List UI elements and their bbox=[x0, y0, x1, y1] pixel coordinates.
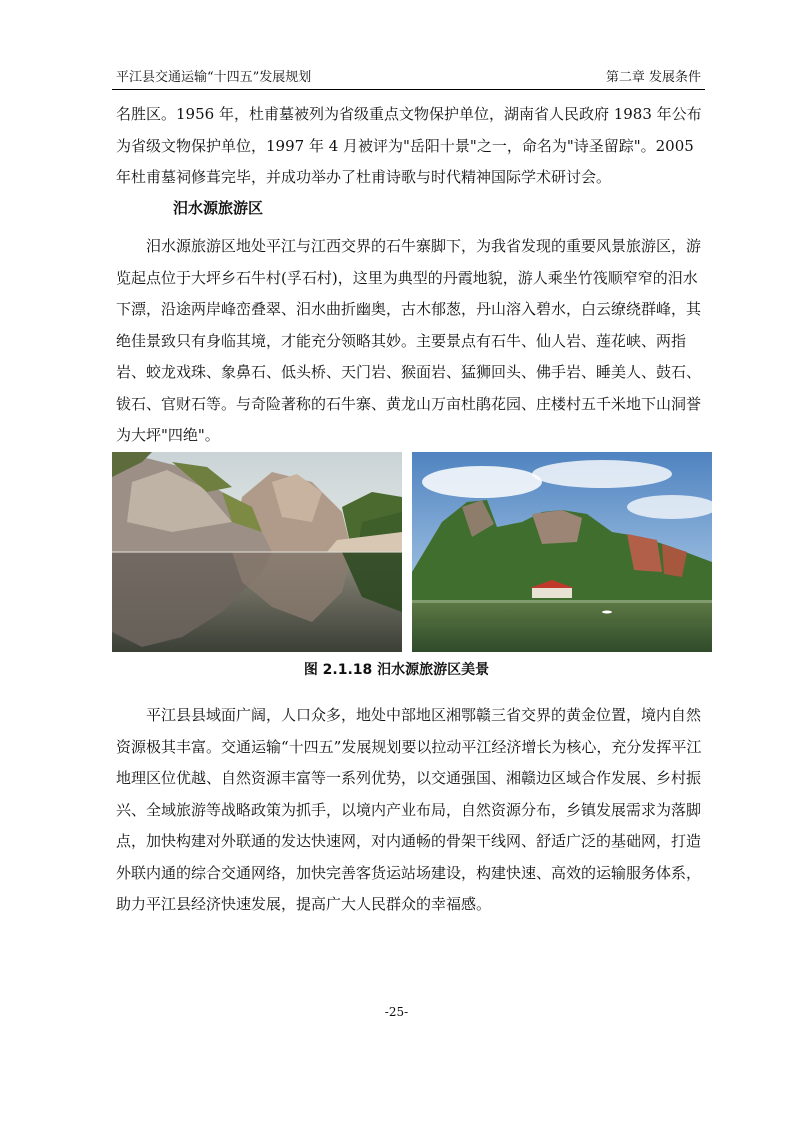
body-paragraph-2: 汨水源旅游区地处平江与江西交界的石牛寨脚下，为我省发现的重要风景旅游区，游览起点位于大坪乡石牛村(孚石村)，这里为典型的丹霞地貌，游人乘坐竹筏顺窄窄的汨水下漂，沿途两岸峰峦叠翠、汨水曲折幽奥，古木郁葱，丹山溶入碧水，白云缭绕群峰，其绝佳景致只有身临其境，才能充分领略其妙。主要景点有石牛、仙人岩、莲花峡、两指岩、蛟龙戏珠、象鼻石、低头桥、天门岩、猴面岩、猛狮回头、佛手岩、睡美人、鼓石、钹石、官财石等。与奇险著称的石牛寨、黄龙山万亩杜鹃花园、庄楼村五千米地下山洞誉为大坪"四绝"。 bbox=[116, 237, 702, 444]
header-divider bbox=[112, 89, 705, 90]
page-number: -25- bbox=[384, 1005, 409, 1019]
body-paragraph-1: 名胜区。1956 年，杜甫墓被列为省级重点文物保护单位，湖南省人民政府 1983 年公布为省级文物保护单位，1997 年 4 月被评为"岳阳十景"之一，命名为"诗圣留踪"。2005 年杜甫墓祠修葺完毕，并成功举办了杜甫诗歌与时代精神国际学术研讨会。 bbox=[116, 105, 702, 186]
body-paragraph-3: 平江县县域面广阔，人口众多，地处中部地区湘鄂赣三省交界的黄金位置，境内自然资源极其丰富。交通运输“十四五”发展规划要以拉动平江经济增长为核心，充分发挥平江地理区位优越、自然资源丰富等一系列优势，以交通强国、湘赣边区域合作发展、乡村振兴、全域旅游等战略政策为抓手，以境内产业布局，自然资源分布，乡镇发展需求为落脚点，加快构建对外联通的发达快速网，对内通畅的骨架干线网、舒适广泛的基础网，打造外联内通的综合交通网络，加快完善客货运站场建设，构建快速、高效的运输服务体系，助力平江县经济快速发展，提高广大人民群众的幸福感。 bbox=[116, 706, 702, 913]
header-chapter: 第二章 发展条件 bbox=[605, 70, 701, 85]
figure-caption: 图 2.1.18 汨水源旅游区美景 bbox=[303, 662, 490, 678]
photo-lake-cliffs bbox=[412, 452, 712, 652]
section-heading: 汨水源旅游区 bbox=[173, 199, 264, 217]
photo-rock-reflection bbox=[112, 452, 402, 652]
header-document-title: 平江县交通运输“十四五”发展规划 bbox=[116, 70, 312, 85]
